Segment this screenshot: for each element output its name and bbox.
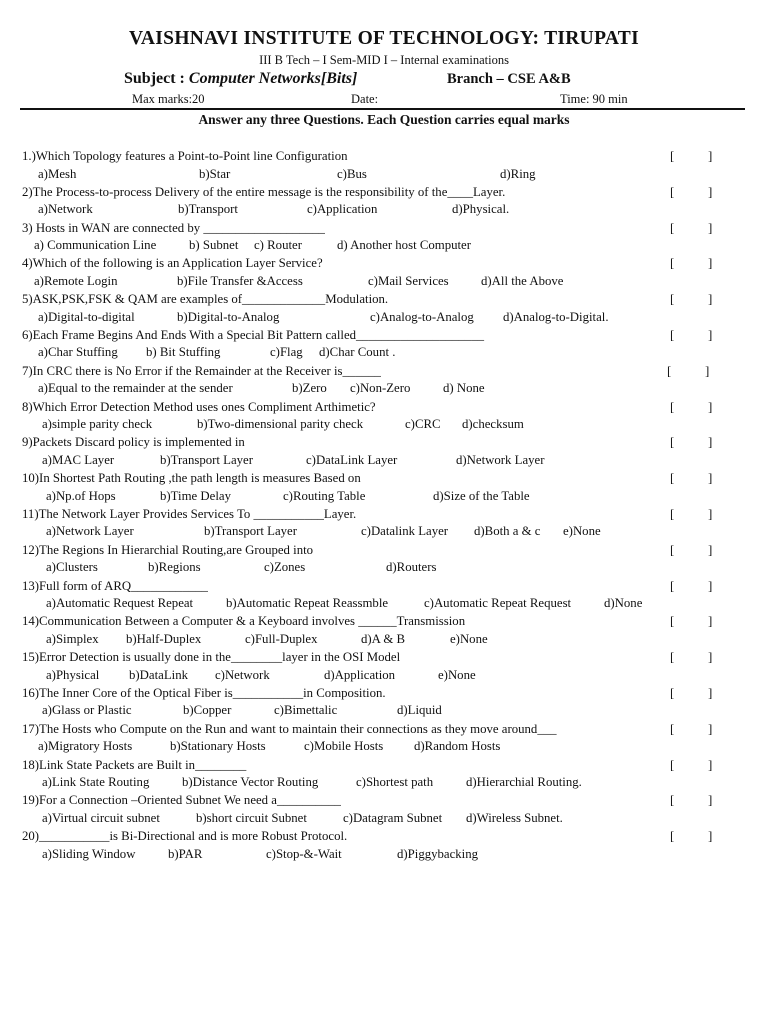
option-b: b)Distance Vector Routing [182, 775, 319, 790]
question-text: 20)___________is Bi-Directional and is more Robust Protocol. [22, 829, 348, 844]
option-c: c)Bimettalic [274, 703, 338, 718]
question-item [0, 148, 768, 184]
header-divider [20, 108, 745, 110]
question-text: 10)In Shortest Path Routing ,the path length is measures Based on [22, 471, 361, 486]
options-row [0, 237, 768, 253]
bracket-close: ] [708, 756, 713, 772]
question-list [0, 148, 768, 864]
bracket-close: ] [708, 434, 713, 450]
option-a: a)Char Stuffing [38, 345, 118, 360]
question-text: 1.)Which Topology features a Point-to-Point line Configuration [22, 149, 348, 163]
bracket-open: [ [670, 255, 675, 271]
question-text: 15)Error Detection is usually done in the________layer in the OSI Model [22, 650, 401, 665]
question-item [0, 721, 768, 757]
option-d: d)Routers [386, 560, 437, 575]
question-text: 2)The Process-to-process Delivery of the entire message is the responsibility of the____Layer. [22, 184, 506, 199]
option-a: a)simple parity check [42, 417, 153, 432]
option-a: a)Automatic Request Repeat [46, 596, 194, 611]
question-text: 17)The Hosts who Compute on the Run and want to maintain their connections as they move around___ [22, 721, 557, 736]
option-d: d)None [604, 596, 643, 611]
question-item [0, 327, 768, 363]
bracket-open: [ [670, 720, 675, 736]
bracket-open: [ [670, 577, 675, 593]
options-row [0, 201, 768, 217]
bracket-close: ] [708, 684, 713, 700]
bracket-close: ] [708, 255, 713, 271]
bracket-open: [ [670, 291, 675, 307]
question-text: 18)Link State Packets are Built in________ [22, 757, 247, 772]
bracket-close: ] [708, 219, 713, 235]
question-item [0, 578, 768, 614]
option-b: b)Half-Duplex [126, 631, 202, 646]
option-d: d) Another host Computer [337, 238, 471, 253]
option-b: b)PAR [168, 846, 203, 861]
bracket-open: [ [670, 613, 675, 629]
option-c: c)DataLink Layer [306, 452, 398, 467]
option-b: b) Bit Stuffing [146, 345, 221, 360]
option-b: b)Zero [292, 381, 327, 396]
question-text: 16)The Inner Core of the Optical Fiber is___________in Composition. [22, 685, 386, 700]
bracket-open: [ [670, 756, 675, 772]
option-c: c)Full-Duplex [245, 631, 318, 646]
option-d: d)Application [324, 667, 396, 682]
option-c: c)Mobile Hosts [304, 739, 384, 754]
bracket-open: [ [670, 792, 675, 808]
option-a: a)Np.of Hops [46, 488, 116, 503]
options-row [0, 523, 768, 539]
options-row [0, 416, 768, 432]
question-item [0, 757, 768, 793]
option-c: c)Application [307, 202, 378, 217]
options-row [0, 309, 768, 325]
option-d: d)A & B [361, 631, 406, 646]
option-a: a)Glass or Plastic [42, 703, 132, 718]
bracket-close: ] [708, 326, 713, 342]
question-text: 6)Each Frame Begins And Ends With a Special Bit Pattern called____________________ [22, 327, 484, 342]
option-a: a)Virtual circuit subnet [42, 810, 160, 825]
bracket-close: ] [708, 720, 713, 736]
options-row [0, 488, 768, 504]
option-c: c)Datagram Subnet [343, 810, 443, 825]
question-text: 13)Full form of ARQ____________ [22, 578, 208, 593]
question-item [0, 255, 768, 291]
option-b: b)Stationary Hosts [170, 739, 266, 754]
option-e: e)None [438, 667, 476, 682]
option-c: c)CRC [405, 417, 441, 432]
bracket-close: ] [708, 828, 713, 844]
bracket-close: ] [708, 398, 713, 414]
option-d: d)Liquid [397, 703, 442, 718]
option-a: a)Mesh [38, 166, 77, 181]
option-a: a) Communication Line [34, 238, 157, 253]
option-a: a)Sliding Window [42, 846, 136, 861]
option-d: d)Char Count . [319, 345, 396, 360]
bracket-close: ] [708, 470, 713, 486]
option-d: d)Hierarchial Routing. [466, 775, 582, 790]
question-item [0, 542, 768, 578]
option-a: a)MAC Layer [42, 452, 115, 467]
option-c: c)Network [215, 667, 270, 682]
bracket-close: ] [708, 148, 713, 163]
option-a: a)Equal to the remainder at the sender [38, 381, 233, 396]
option-a: a)Physical [46, 667, 100, 682]
bracket-open: [ [670, 505, 675, 521]
subject-label: Subject : [124, 70, 189, 87]
option-c: c)Analog-to-Analog [370, 309, 474, 324]
question-text: 5)ASK,PSK,FSK & QAM are examples of_____________Modulation. [22, 292, 389, 307]
options-row [0, 559, 768, 575]
instructions: Answer any three Questions. Each Question carries equal marks [198, 112, 570, 127]
question-item [0, 470, 768, 506]
option-b: b)short circuit Subnet [196, 810, 307, 825]
option-b: b)Transport Layer [204, 524, 297, 539]
question-item [0, 685, 768, 721]
bracket-close: ] [708, 541, 713, 557]
option-b: b)Time Delay [160, 488, 231, 503]
option-d: d)Size of the Table [433, 488, 530, 503]
option-d: d)Random Hosts [414, 739, 501, 754]
question-item [0, 399, 768, 435]
max-marks: Max marks:20 [132, 92, 205, 106]
option-b: b)Digital-to-Analog [177, 309, 280, 324]
options-row [0, 810, 768, 826]
question-item [0, 184, 768, 220]
option-c: c)Flag [270, 345, 303, 360]
option-b: b)Star [199, 166, 231, 181]
options-row [0, 738, 768, 754]
bracket-open: [ [670, 649, 675, 665]
option-a: a)Digital-to-digital [38, 309, 135, 324]
institute-title: VAISHNAVI INSTITUTE OF TECHNOLOGY: TIRUPATI [129, 28, 639, 49]
option-d: d) None [443, 381, 485, 396]
options-row [0, 380, 768, 396]
options-row [0, 595, 768, 611]
option-e: e)None [450, 631, 488, 646]
bracket-close: ] [708, 613, 713, 629]
option-b: b)Regions [148, 560, 201, 575]
question-item [0, 434, 768, 470]
question-text: 11)The Network Layer Provides Services To ___________Layer. [22, 506, 357, 521]
question-item [0, 828, 768, 864]
bracket-open: [ [670, 183, 675, 199]
option-a: a)Link State Routing [42, 775, 150, 790]
option-a: a)Network Layer [46, 524, 134, 539]
option-c: c)Bus [337, 166, 367, 181]
bracket-open: [ [670, 470, 675, 486]
time-label: Time: 90 min [560, 92, 628, 106]
option-c: c)Non-Zero [350, 381, 411, 396]
bracket-close: ] [708, 577, 713, 593]
question-item [0, 291, 768, 327]
bracket-close: ] [708, 291, 713, 307]
option-c: c)Datalink Layer [361, 524, 449, 539]
question-text: 7)In CRC there is No Error if the Remainder at the Receiver is______ [22, 363, 381, 378]
option-c: c)Stop-&-Wait [266, 846, 342, 861]
question-item [0, 613, 768, 649]
option-d: d)Piggybacking [397, 846, 479, 861]
bracket-open: [ [670, 541, 675, 557]
options-row [0, 667, 768, 683]
option-a: a)Network [38, 202, 93, 217]
exam-title: III B Tech – I Sem-MID I – Internal examinations [259, 53, 509, 67]
question-item [0, 649, 768, 685]
option-a: a)Simplex [46, 631, 99, 646]
question-item [0, 506, 768, 542]
option-b: b)File Transfer &Access [177, 273, 303, 288]
option-c: c)Mail Services [368, 273, 449, 288]
option-b: b)Transport [178, 202, 238, 217]
question-item [0, 792, 768, 828]
date-label: Date: [351, 92, 379, 106]
bracket-open: [ [667, 362, 672, 378]
option-c: c)Shortest path [356, 775, 434, 790]
bracket-close: ] [708, 505, 713, 521]
option-e: e)None [563, 524, 601, 539]
option-d: d)checksum [462, 417, 524, 432]
option-c: c)Automatic Repeat Request [424, 596, 572, 611]
option-a: a)Clusters [46, 560, 98, 575]
option-c: c)Zones [264, 560, 306, 575]
option-c: c)Routing Table [283, 488, 366, 503]
question-text: 14)Communication Between a Computer & a Keyboard involves ______Transmission [22, 614, 466, 629]
bracket-open: [ [670, 398, 675, 414]
option-b: b)Copper [183, 703, 232, 718]
option-b: b)Automatic Repeat Reassmble [226, 596, 389, 611]
options-row [0, 702, 768, 718]
option-d: d)All the Above [481, 273, 564, 288]
options-row [0, 846, 768, 862]
question-text: 19)For a Connection –Oriented Subnet We need a__________ [22, 793, 341, 808]
option-d: d)Network Layer [456, 452, 545, 467]
option-a: a)Remote Login [34, 273, 118, 288]
bracket-open: [ [670, 326, 675, 342]
bracket-close: ] [708, 649, 713, 665]
option-b: b)DataLink [129, 667, 188, 682]
option-c: c) Router [254, 238, 302, 253]
question-text: 9)Packets Discard policy is implemented in [22, 435, 245, 450]
option-d: d)Ring [500, 166, 536, 181]
options-row [0, 631, 768, 647]
question-text: 4)Which of the following is an Application Layer Service? [22, 256, 323, 271]
branch-label: Branch – CSE A&B [447, 71, 571, 87]
bracket-open: [ [670, 434, 675, 450]
subject-line [124, 70, 724, 88]
bracket-open: [ [670, 219, 675, 235]
option-b: b)Transport Layer [160, 452, 253, 467]
question-item [0, 220, 768, 256]
option-b: b) Subnet [189, 238, 239, 253]
bracket-close: ] [705, 362, 710, 378]
bracket-open: [ [670, 684, 675, 700]
question-text: 12)The Regions In Hierarchial Routing,are Grouped into [22, 542, 314, 557]
option-b: b)Two-dimensional parity check [197, 417, 364, 432]
bracket-close: ] [708, 183, 713, 199]
option-d: d)Analog-to-Digital. [503, 309, 609, 324]
options-row [0, 273, 768, 289]
bracket-close: ] [708, 792, 713, 808]
options-row [0, 344, 768, 360]
question-item [0, 363, 768, 399]
option-a: a)Migratory Hosts [38, 739, 133, 754]
question-text: 8)Which Error Detection Method uses ones Compliment Arthimetic? [22, 399, 376, 414]
option-d: d)Wireless Subnet. [466, 810, 563, 825]
option-d: d)Physical. [452, 202, 510, 217]
option-d: d)Both a & c [474, 524, 541, 539]
options-row [0, 774, 768, 790]
options-row [0, 452, 768, 468]
bracket-open: [ [670, 828, 675, 844]
bracket-open: [ [670, 148, 675, 163]
options-row [0, 166, 768, 182]
question-text: 3) Hosts in WAN are connected by ___________________ [22, 220, 325, 235]
subject-value: Computer Networks[Bits] [188, 70, 358, 87]
